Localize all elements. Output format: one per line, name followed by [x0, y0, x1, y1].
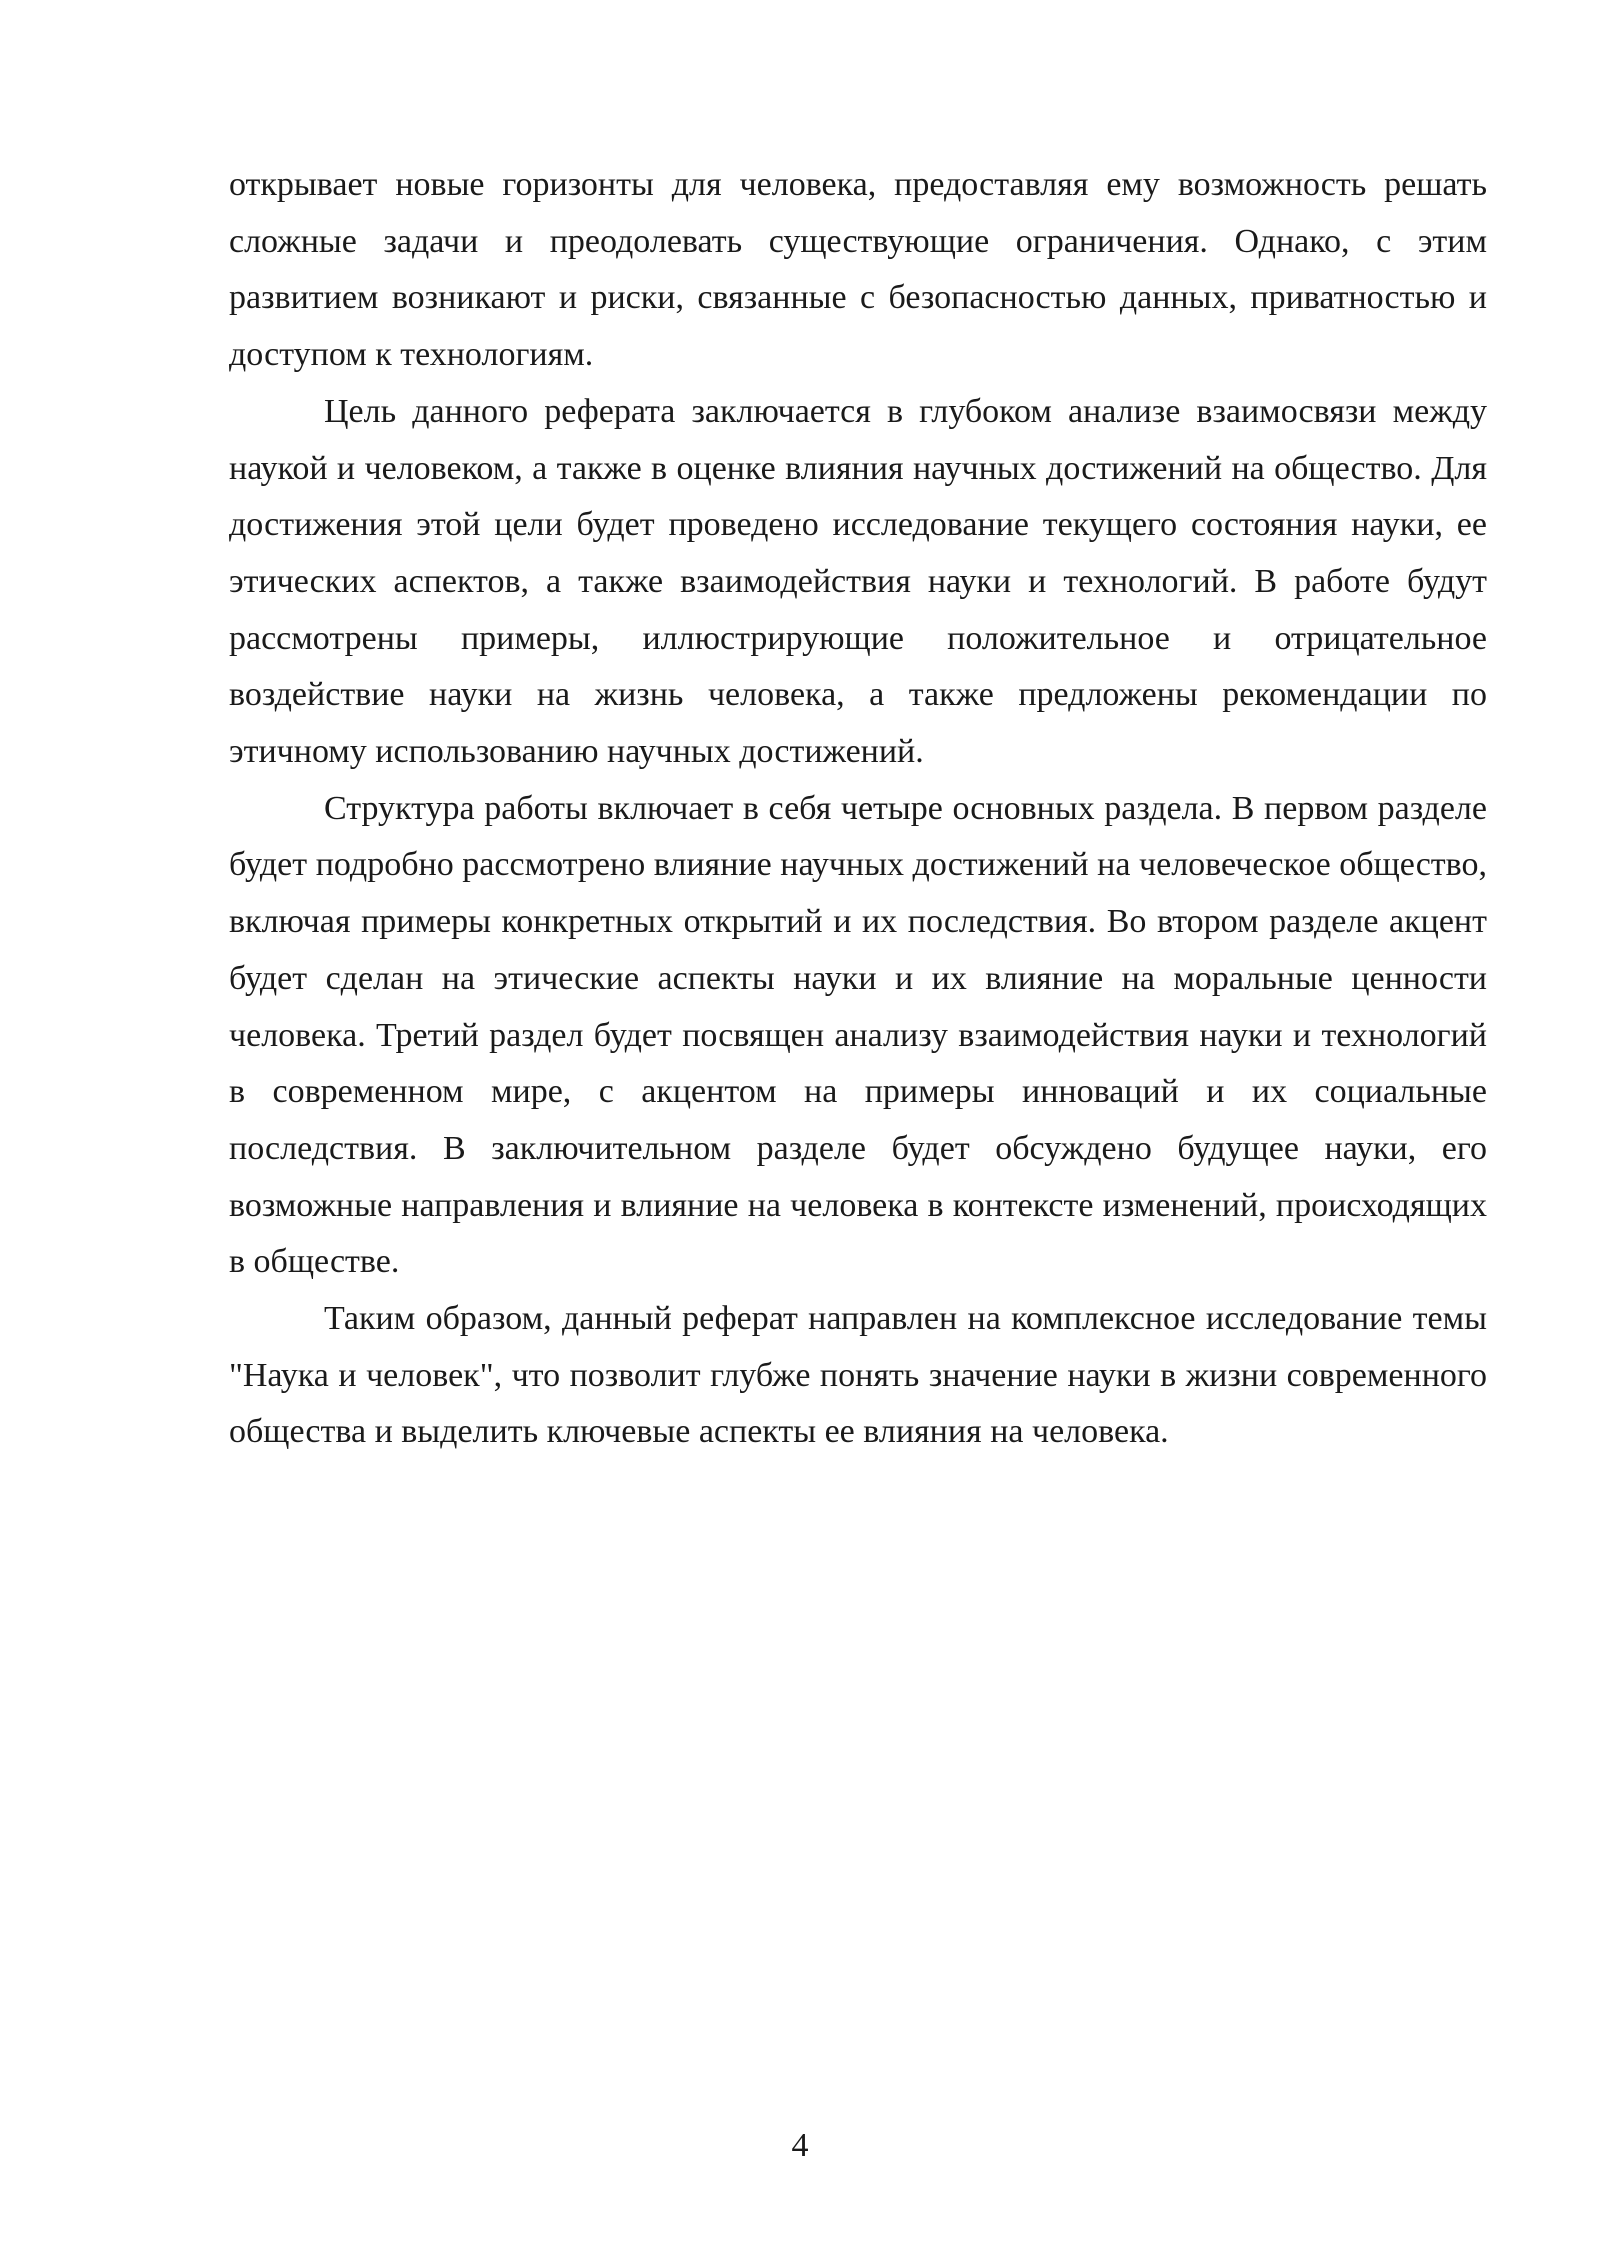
paragraph-structure: Структура работы включает в себя четыре основных раздела. В первом разделе будет подробно рассмотрено влияние научных достижений на человеческое общество, включая примеры конкретных открытий и их последствия. Во втором разделе акцент будет сделан на этические аспекты науки и их влияние на моральные ценности человека. Третий раздел будет посвящен анализу взаимодействия науки и технологий в современном мире, с акцентом на примеры инноваций и их социальные последствия. В заключительном разделе будет обсуждено будущее науки, его возможные направления и влияние на человека в контексте изменений, происходящих в обществе.: [229, 789, 1487, 1281]
paragraph-purpose: Цель данного реферата заключается в глубоком анализе взаимосвязи между наукой и человеком, а также в оценке влияния научных достижений на общество. Для достижения этой цели будет проведено исследование текущего состояния науки, ее этических аспектов, а также взаимодействия науки и технологий. В работе будут рассмотрены примеры, иллюстрирующие положительное и отрицательное воздействие науки на жизнь человека, а также предложены рекомендации по этичному использованию научных достижений.: [229, 392, 1487, 771]
body-text: [229, 157, 1487, 1461]
paragraph-conclusion: Таким образом, данный реферат направлен на комплексное исследование темы "Наука и человек", что позволит глубже понять значение науки в жизни современного общества и выделить ключевые аспекты ее влияния на человека.: [229, 1300, 1487, 1451]
paragraph-continued: открывает новые горизонты для человека, предоставляя ему возможность решать сложные задачи и преодолевать существующие ограничения. Однако, с этим развитием возникают и риски, связанные с безопасностью данных, приватностью и доступом к технологиям.: [229, 166, 1487, 374]
page-number: 4: [791, 2127, 809, 2164]
